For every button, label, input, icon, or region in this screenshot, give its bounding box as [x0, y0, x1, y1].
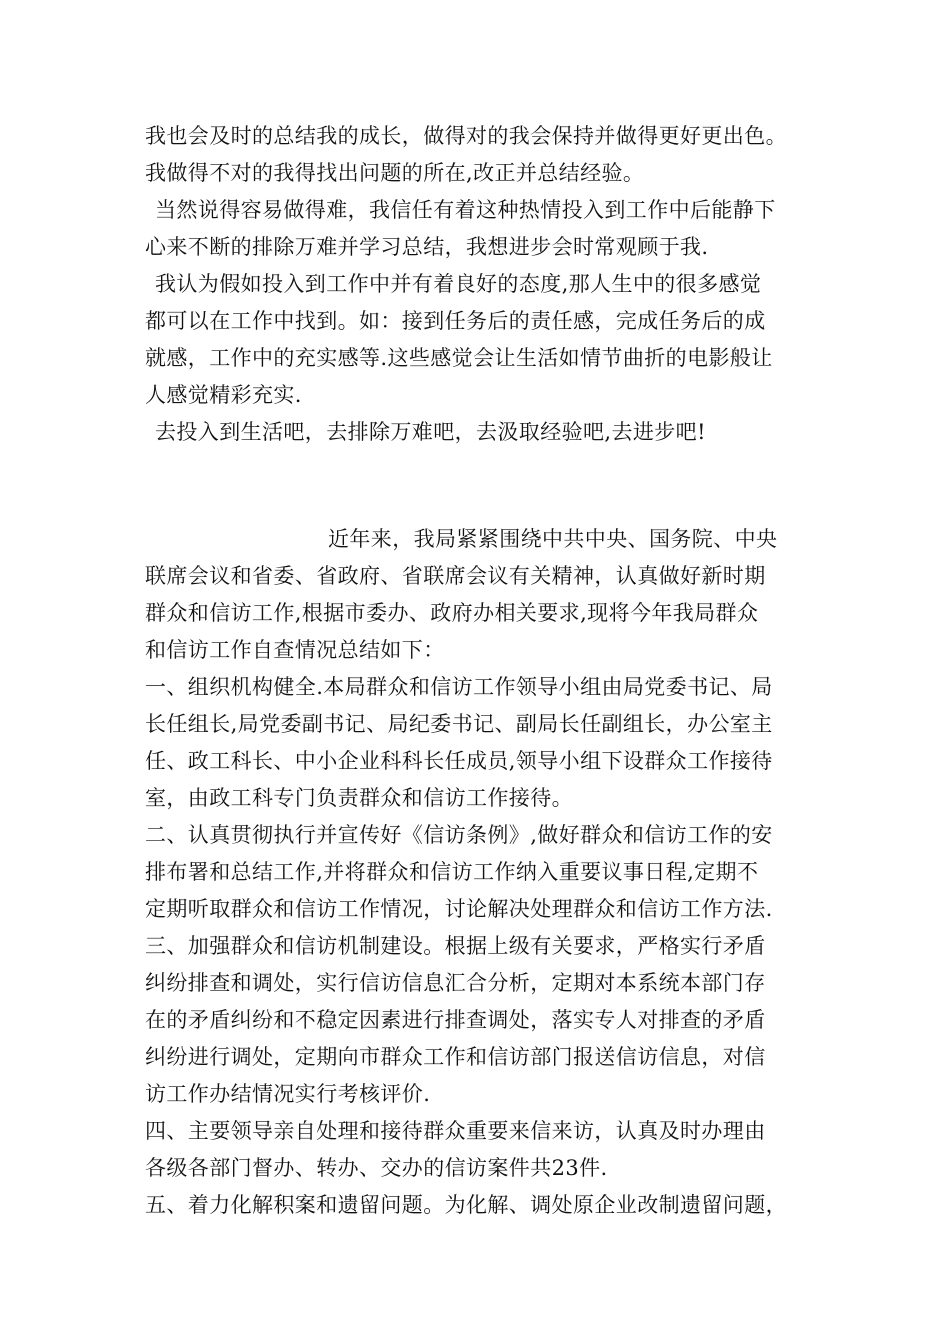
paragraph-line: 三、加强群众和信访机制建设。根据上级有关要求，严格实行矛盾	[145, 934, 766, 958]
paragraph-line: 四、主要领导亲自处理和接待群众重要来信来访，认真及时办理由	[145, 1119, 766, 1143]
paragraph-line: 在的矛盾纠纷和不稳定因素进行排查调处，落实专人对排查的矛盾	[145, 1008, 766, 1032]
paragraph-line: 访工作办结情况实行考核评价.	[145, 1082, 431, 1106]
text-section-reflection	[145, 118, 825, 451]
paragraph-line: 都可以在工作中找到。如：接到任务后的责任感，完成任务后的成	[145, 309, 766, 333]
paragraph-line: 室，由政工科专门负责群众和信访工作接待。	[145, 786, 573, 810]
paragraph-line: 五、着力化解积案和遗留问题。为化解、调处原企业改制遗留问题，	[145, 1193, 787, 1217]
paragraph-line: 纠纷排查和调处，实行信访信息汇合分析，定期对本系统本部门存	[145, 971, 766, 995]
paragraph-line: 我做得不对的我得找出问题的所在,改正并总结经验。	[145, 161, 645, 185]
paragraph-line: 排布署和总结工作,并将群众和信访工作纳入重要议事日程,定期不	[145, 860, 759, 884]
paragraph-line: 近年来，我局紧紧围绕中共中央、国务院、中央	[328, 527, 778, 551]
paragraph-line: 联席会议和省委、省政府、省联席会议有关精神，认真做好新时期	[145, 564, 766, 588]
paragraph-line: 各级各部门督办、转办、交办的信访案件共23件.	[145, 1156, 608, 1180]
paragraph-line: 任、政工科长、中小企业科科长任成员,领导小组下设群众工作接待	[145, 749, 773, 773]
paragraph-line: 人感觉精彩充实.	[145, 383, 302, 407]
paragraph-line: 心来不断的排除万难并学习总结，我想进步会时常观顾于我.	[145, 235, 709, 259]
paragraph-line: 我认为假如投入到工作中并有着良好的态度,那人生中的很多感觉	[155, 272, 762, 296]
paragraph-line: 和信访工作自查情况总结如下：	[145, 638, 445, 662]
paragraph-line: 一、组织机构健全.本局群众和信访工作领导小组由局党委书记、局	[145, 675, 773, 699]
paragraph-line: 当然说得容易做得难，我信任有着这种热情投入到工作中后能静下	[155, 198, 776, 222]
paragraph-line: 群众和信访工作,根据市委办、政府办相关要求,现将今年我局群众	[145, 601, 759, 625]
text-section-petition-report	[145, 521, 825, 1224]
paragraph-line: 长任组长,局党委副书记、局纪委书记、副局长任副组长，办公室主	[145, 712, 773, 736]
paragraph-line: 定期听取群众和信访工作情况，讨论解决处理群众和信访工作方法.	[145, 897, 773, 921]
paragraph-line: 二、认真贯彻执行并宣传好《信访条例》,做好群众和信访工作的安	[145, 823, 773, 847]
paragraph-line: 纠纷进行调处，定期向市群众工作和信访部门报送信访信息，对信	[145, 1045, 766, 1069]
paragraph-line: 我也会及时的总结我的成长，做得对的我会保持并做得更好更出色。	[145, 124, 787, 148]
paragraph-line: 去投入到生活吧，去排除万难吧，去汲取经验吧,去进步吧!	[155, 420, 706, 444]
paragraph-line: 就感，工作中的充实感等.这些感觉会让生活如情节曲折的电影般让	[145, 346, 773, 370]
